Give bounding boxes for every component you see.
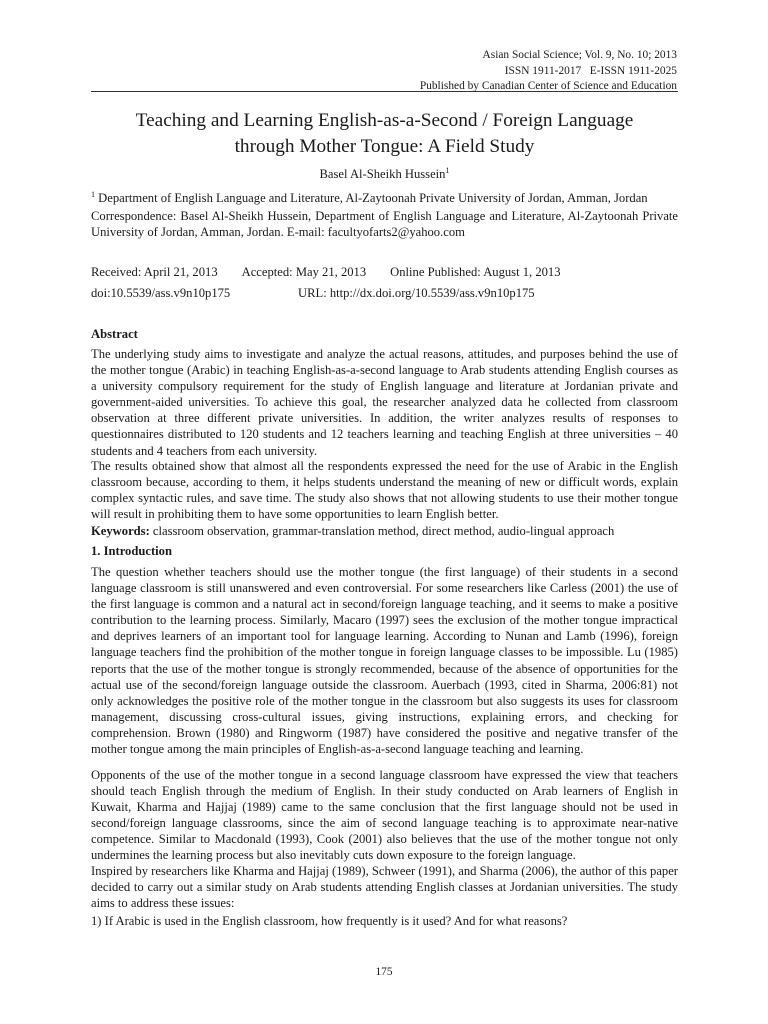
journal-citation: Asian Social Science; Vol. 9, No. 10; 2013 [482, 49, 677, 61]
keywords-label: Keywords: [91, 524, 150, 538]
doi: doi:10.5539/ass.v9n10p175 [91, 286, 231, 300]
author-name: Basel Al-Sheikh Hussein [319, 167, 446, 182]
keywords-text: classroom observation, grammar-translation method, direct method, audio-lingual approach [149, 524, 615, 538]
affiliation-mark: 1 [91, 190, 95, 199]
received-date: Received: April 21, 2013 [91, 265, 218, 279]
affiliation [91, 187, 678, 206]
journal-header [420, 48, 677, 95]
abstract-paragraph-2: The results obtained show that almost all the respondents expressed the need for the use of Arabic in the English classroom because, according to them, it helps students understand the meaning of new or difficult words, explain complex syntactic rules, and save time. The study also shows that not allowing students to use their mother tongue will result in prohibiting them to have some opportunities to learn English better. [91, 459, 678, 522]
accepted-date: Accepted: May 21, 2013 [241, 265, 367, 279]
affiliation-text: Department of English Language and Literature, Al-Zaytoonah Private University of Jordan, Amman, Jordan [95, 191, 648, 206]
doi-url-link[interactable]: URL: http://dx.doi.org/10.5539/ass.v9n10p175 [298, 286, 535, 300]
research-question-1: 1) If Arabic is used in the English classroom, how frequently is it used? And for what reasons? [91, 914, 568, 928]
correspondence: Correspondence: Basel Al-Sheikh Hussein, Department of English Language and Literature, Al-Zaytoonah Private University of Jordan, Amman, Jordan. E-mail: facultyofarts2@yahoo.com [91, 209, 678, 240]
introduction-paragraph-2: Opponents of the use of the mother tongue in a second language classroom have expressed the view that teachers should teach English through the medium of English. In their study conducted on Arab learners of English in Kuwait, Kharma and Hajjaj (1989) came to the same conclusion that the first language should not be used in second/foreign language classrooms, since the aim of second language teaching is to approximate near-native competence. Similar to Macdonald (1993), Cook (2001) also believes that the use of the mother tongue not only undermines the learning process but also inevitably cuts down exposure to the foreign language. [91, 768, 678, 863]
paper-title [91, 108, 678, 160]
publication-dates [91, 264, 678, 280]
abstract-paragraph-1: The underlying study aims to investigate and analyze the actual reasons, attitudes, and purposes behind the use of the mother tongue (Arabic) in teaching English-as-a-second language to Arab students attending English courses as a university compulsory requirement for the study of English language and literature at Jordanian private and government-aided universities. To achieve this goal, the researcher analyzed data he collected from classroom observation at three different private universities. In addition, the writer analyzes results of responses to questionnaires distributed to 120 students and 12 teachers learning and teaching English at three universities – 40 students and 4 teachers from each university. [91, 347, 678, 458]
header-divider [91, 91, 678, 92]
title-line-1: Teaching and Learning English-as-a-Second / Foreign Language [135, 110, 634, 131]
introduction-heading: 1. Introduction [91, 544, 172, 558]
introduction-paragraph-3: Inspired by researchers like Kharma and Hajjaj (1989), Schweer (1991), and Sharma (2006), the author of this paper decided to carry out a similar study on Arab students attending English classes at Jordanian universities. The study aims to address these issues: [91, 864, 678, 911]
journal-issn: ISSN 1911-2017 E-ISSN 1911-2025 [504, 64, 677, 77]
title-line-2: through Mother Tongue: A Field Study [234, 136, 535, 157]
introduction-paragraph-1: The question whether teachers should use the mother tongue (the first language) of their students in a second language classroom is still unanswered and even controversial. For some researchers like Carless (2001) the use of the first language is common and a natural act in second/foreign language teaching, and it seems to make a positive contribution to the learning process. Similarly, Macaro (1997) sees the exclusion of the mother tongue impractical and deprives learners of an important tool for language learning. According to Nunan and Lamb (1996), foreign language teachers find the prohibition of the mother tongue in foreign language classes to be impossible. Lu (1985) reports that the use of the mother tongue is strongly recommended, because of the absence of opportunities for the actual use of the second/foreign language outside the classroom. Auerbach (1993, cited in Sharma, 2006:81) not only acknowledges the positive role of the mother tongue in the classroom but also suggests its uses for classroom management, discussing cross-cultural issues, giving instructions, explaining errors, and checking for comprehension. Brown (1980) and Ringworm (1987) have considered the positive and negative transfer of the mother tongue among the main principles of English-as-a-second language teaching and learning. [91, 565, 678, 757]
abstract-heading: Abstract [91, 327, 138, 341]
keywords [91, 523, 678, 539]
journal-publisher: Published by Canadian Center of Science and Education [419, 80, 677, 92]
published-date: Online Published: August 1, 2013 [390, 265, 561, 279]
page-number: 175 [375, 966, 393, 978]
doi-line [91, 285, 678, 301]
author-affiliation-mark: 1 [445, 166, 450, 175]
author-line [91, 166, 678, 182]
